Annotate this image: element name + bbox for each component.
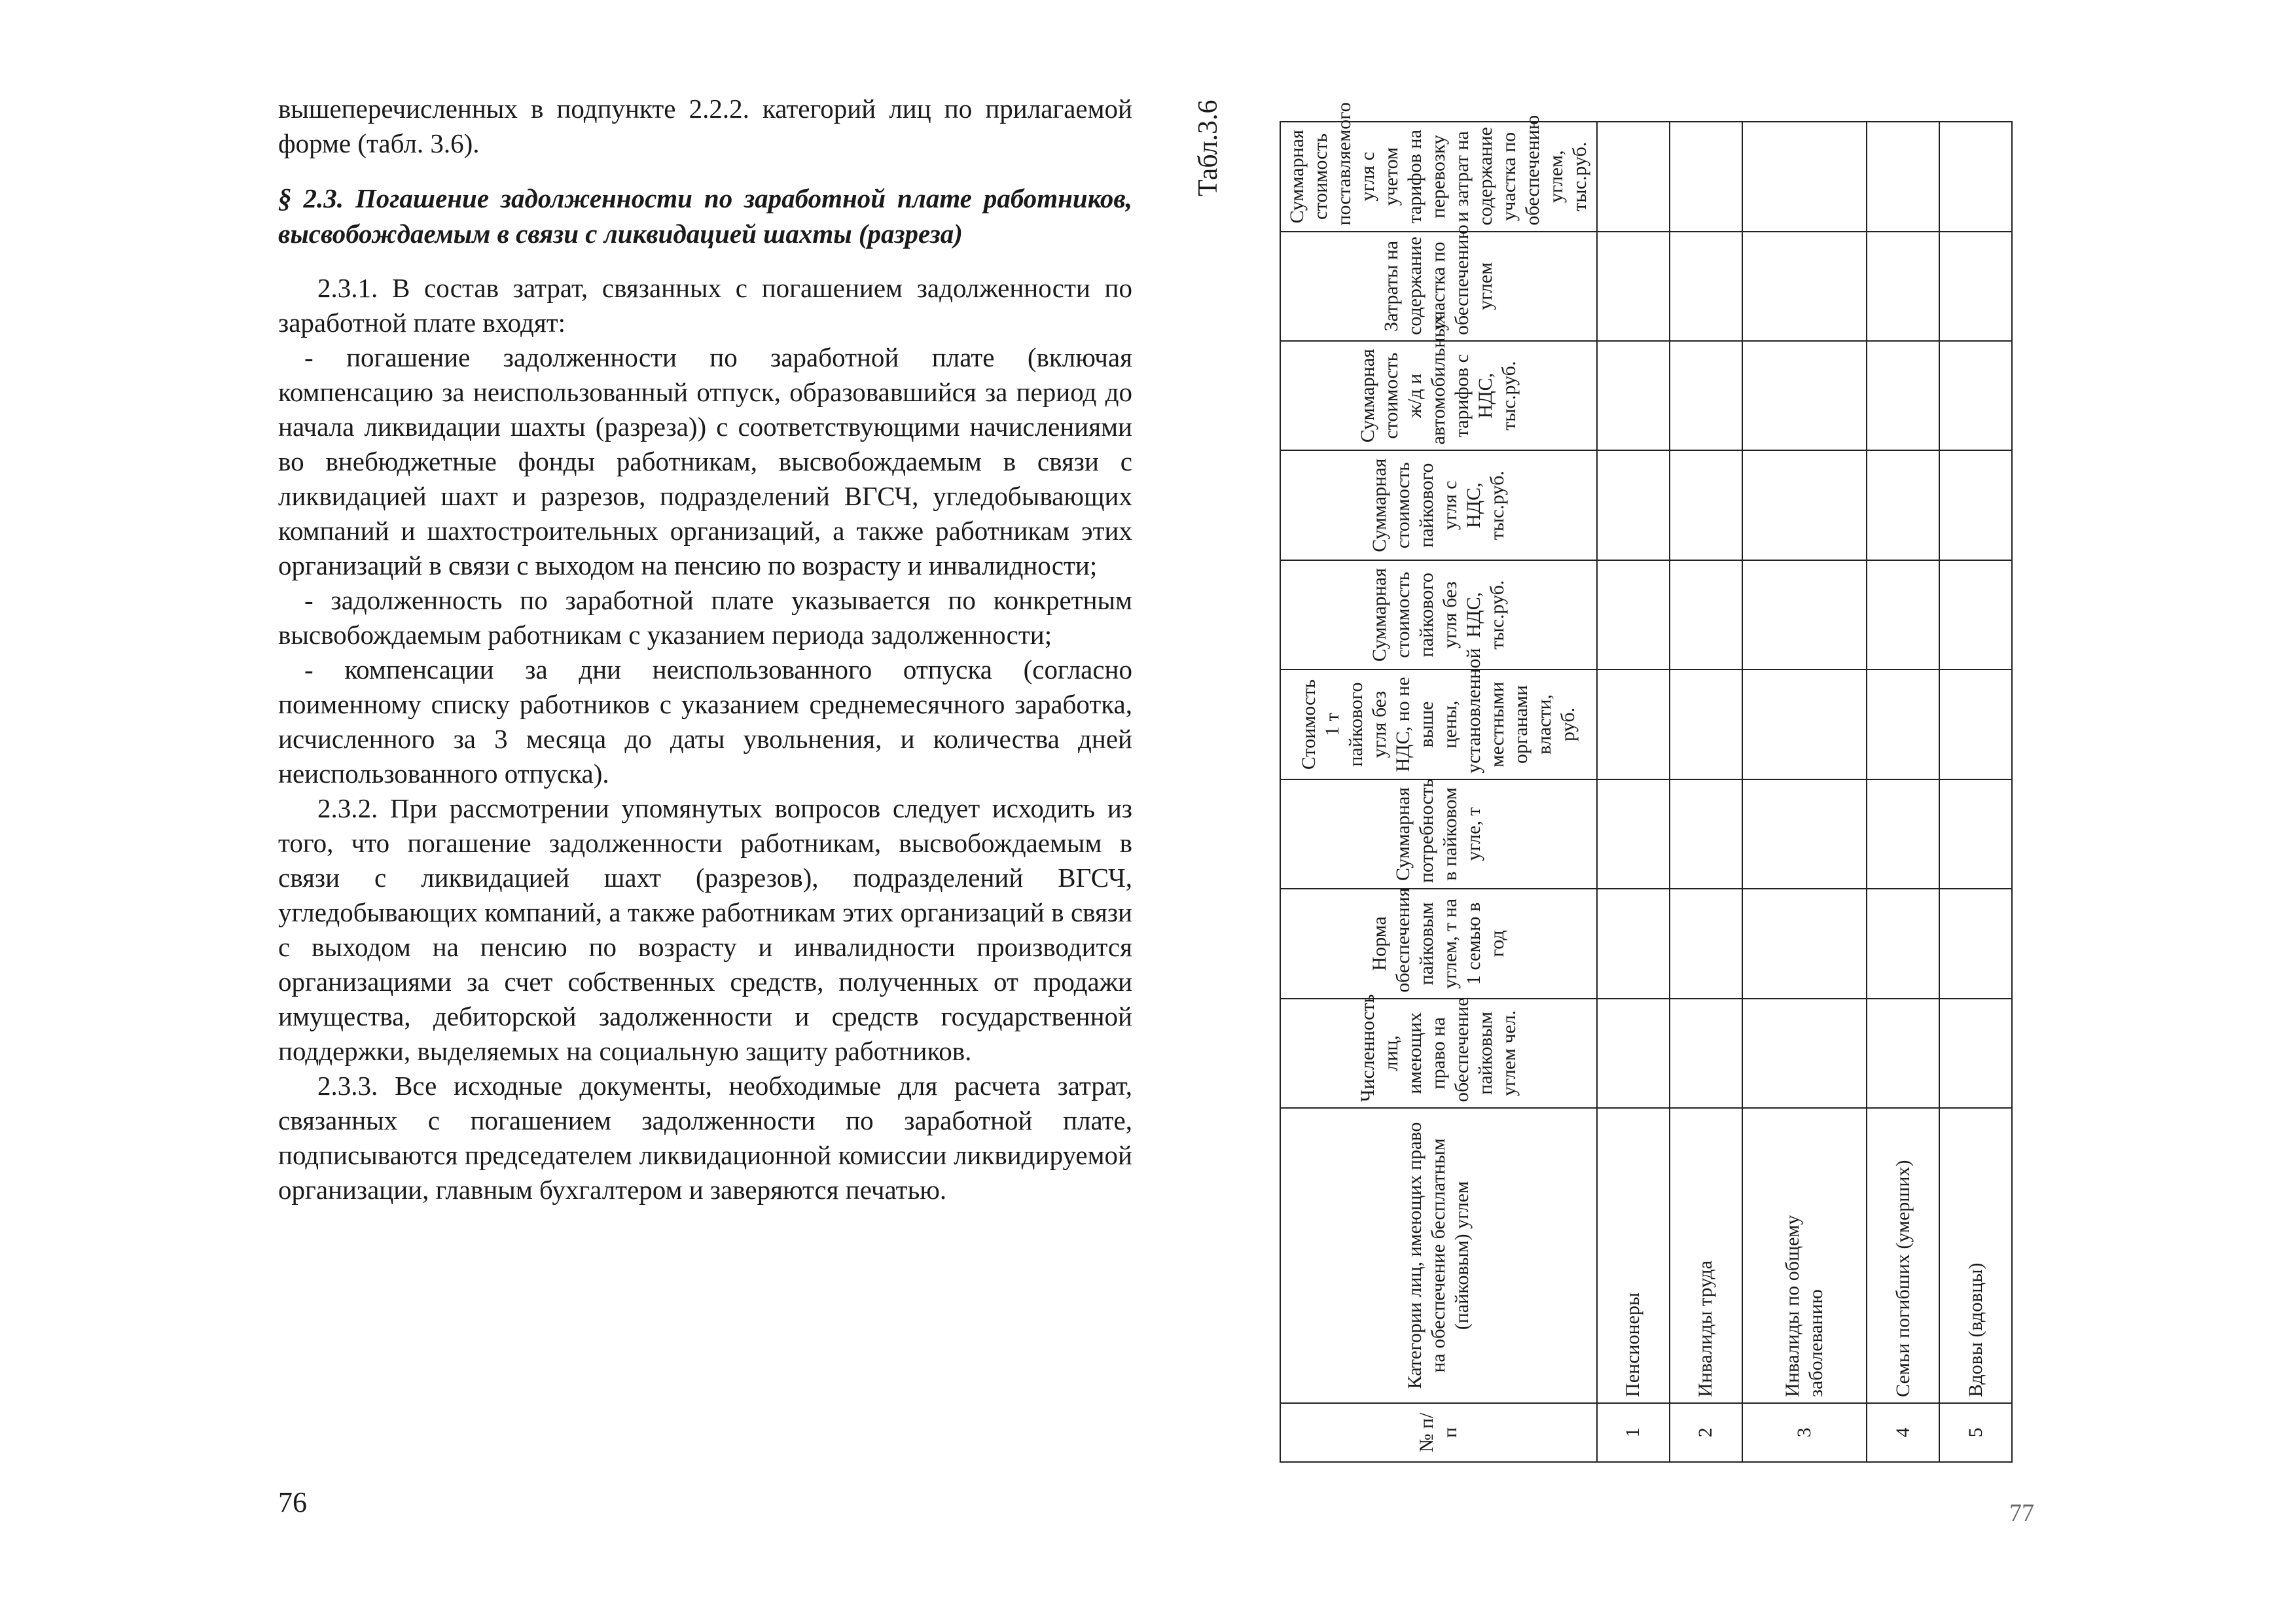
header-cost-vat: Суммарная стоимость пайкового угля с НДС, тыс.руб.	[1280, 450, 1597, 560]
cell	[1670, 779, 1742, 889]
page-number-right: 77	[2009, 1499, 2034, 1527]
cell	[1867, 669, 1939, 779]
list-item-debt-repayment: - погашение задолженности по заработной плате (включая компенсацию за неиспользованный отпуск, образовавшийся за период до начала ликвидации шахты (разреза)) с соответствующими начислениями во внебюджетные фонды работникам, высвобождаемым в связи с ликвидацией шахт и разрезов, подразделений ВГСЧ, угледобывающих компаний и шахтостроительных организаций, а также работникам этих организаций в связи с выходом на пенсию по возрасту и инвалидности;	[278, 342, 1132, 580]
paragraph-2-3-1: 2.3.1. В состав затрат, связанных с погашением задолженности по заработной плате входят:	[278, 273, 1132, 338]
row-category: Пенсионеры	[1597, 1108, 1670, 1403]
cell	[1742, 122, 1867, 232]
cell	[1670, 669, 1742, 779]
table-row	[1867, 122, 1939, 1462]
table-row	[1742, 122, 1867, 1462]
cell	[1742, 779, 1867, 889]
header-category: Категории лиц, имеющих право на обеспечение бесплатным (пайковым) углем	[1280, 1108, 1597, 1403]
header-num: № п/п	[1280, 1403, 1597, 1462]
cell	[1867, 450, 1939, 560]
cell	[1867, 779, 1939, 889]
cell	[1597, 889, 1670, 998]
paragraph-2-3-3: 2.3.3. Все исходные документы, необходимые для расчета затрат, связанных с погашением задолженности по заработной плате, подписываются председателем ликвидационной комиссии ликвидируемой организации, главным бухгалтером и заверяются печатью.	[278, 1071, 1132, 1205]
row-category: Семьи погибших (умерших)	[1867, 1108, 1939, 1403]
page-number-left: 76	[278, 1486, 307, 1518]
table-container	[1280, 102, 2013, 1463]
cell	[1597, 341, 1670, 450]
cell	[1597, 999, 1670, 1108]
header-total-need: Суммарная потребность в пайковом угле, т	[1280, 779, 1597, 889]
list-item-debt-indication: - задолженность по заработной плате указывается по конкретным высвобождаемым работникам с указанием периода задолженности;	[278, 585, 1132, 650]
cell	[1939, 999, 2012, 1108]
paragraph-2-3-2: 2.3.2. При рассмотрении упомянутых вопросов следует исходить из того, что погашение задолженности работникам, высвобождаемым в связи с ликвидацией шахт (разрезов), подразделений ВГСЧ, угледобывающих компаний, а также работникам этих организаций в связи с выходом на пенсию по возрасту и инвалидности производится организациями за счет собственных средств, полученных от продажи имущества, дебиторской задолженности и средств государственной поддержки, выделяемых на социальную защиту работников.	[278, 793, 1132, 1066]
header-unit-cost: Стоимость 1 т пайкового угля без НДС, но не выше цены, установленной местными органами власти, руб.	[1280, 669, 1597, 779]
cell	[1670, 999, 1742, 1108]
cell	[1742, 341, 1867, 450]
cell	[1867, 999, 1939, 1108]
cell	[1670, 232, 1742, 341]
row-category: Инвалиды труда	[1670, 1108, 1742, 1403]
cell	[1670, 889, 1742, 998]
section-heading: § 2.3. Погашение задолженности по заработной плате работников, высвобождаемым в связи с ликвидацией шахты (разреза)	[278, 183, 1132, 249]
cell	[1742, 999, 1867, 1108]
cell	[1939, 341, 2012, 450]
left-page	[278, 92, 1132, 1207]
header-count: Численность лиц, имеющих право на обеспечение пайковым углем чел.	[1280, 999, 1597, 1108]
cell	[1939, 560, 2012, 669]
cell	[1939, 669, 2012, 779]
header-cost-no-vat: Суммарная стоимость пайкового угля без НДС, тыс.руб.	[1280, 560, 1597, 669]
header-site-costs: Затраты на содержание участка по обеспечению углем	[1280, 232, 1597, 341]
cell	[1597, 560, 1670, 669]
cell	[1939, 889, 2012, 998]
intro-text: вышеперечисленных в подпункте 2.2.2. категорий лиц по прилагаемой форме (табл. 3.6).	[278, 94, 1132, 158]
cell	[1867, 560, 1939, 669]
cell	[1742, 669, 1867, 779]
row-num: 1	[1597, 1403, 1670, 1462]
cell	[1742, 232, 1867, 341]
row-num: 5	[1939, 1403, 2012, 1462]
row-category: Инвалиды по общему заболеванию	[1742, 1108, 1867, 1403]
row-num: 2	[1670, 1403, 1742, 1462]
list-item-vacation-compensation: - компенсации за дни неиспользованного отпуска (согласно поименному списку работников с указанием среднемесячного заработка, исчисленного за 3 месяца до даты увольнения, и количества дней неиспользованного отпуска).	[278, 654, 1132, 789]
row-num: 3	[1742, 1403, 1867, 1462]
cell	[1597, 779, 1670, 889]
cell	[1939, 450, 2012, 560]
cell	[1867, 341, 1939, 450]
header-total-cost: Суммарная стоимость поставляемого угля с учетом тарифов на перевозку и затрат на содержание участка по обеспечению углем, тыс.руб.	[1280, 122, 1597, 232]
cell	[1867, 122, 1939, 232]
rotated-table	[1280, 102, 2013, 1463]
cell	[1939, 232, 2012, 341]
cell	[1670, 341, 1742, 450]
cell	[1742, 560, 1867, 669]
cell	[1670, 450, 1742, 560]
row-category: Вдовы (вдовцы)	[1939, 1108, 2012, 1403]
header-norm: Норма обеспечения пайковым углем, т на 1 семью в год	[1280, 889, 1597, 998]
cell	[1939, 122, 2012, 232]
cell	[1597, 122, 1670, 232]
table-caption: Табл.3.6	[1193, 99, 1223, 196]
data-table	[1280, 102, 2013, 1463]
table-row	[1939, 122, 2012, 1462]
cell	[1670, 560, 1742, 669]
cell	[1867, 889, 1939, 998]
row-num: 4	[1867, 1403, 1939, 1462]
cell	[1597, 232, 1670, 341]
table-row	[1597, 122, 1670, 1462]
cell	[1742, 889, 1867, 998]
table-header-row	[1280, 122, 1597, 1462]
cell	[1939, 779, 2012, 889]
cell	[1867, 232, 1939, 341]
header-transport-cost: Суммарная стоимость ж/д и автомобильных тарифов с НДС, тыс.руб.	[1280, 341, 1597, 450]
cell	[1670, 122, 1742, 232]
cell	[1742, 450, 1867, 560]
table-row	[1670, 122, 1742, 1462]
cell	[1597, 450, 1670, 560]
cell	[1597, 669, 1670, 779]
